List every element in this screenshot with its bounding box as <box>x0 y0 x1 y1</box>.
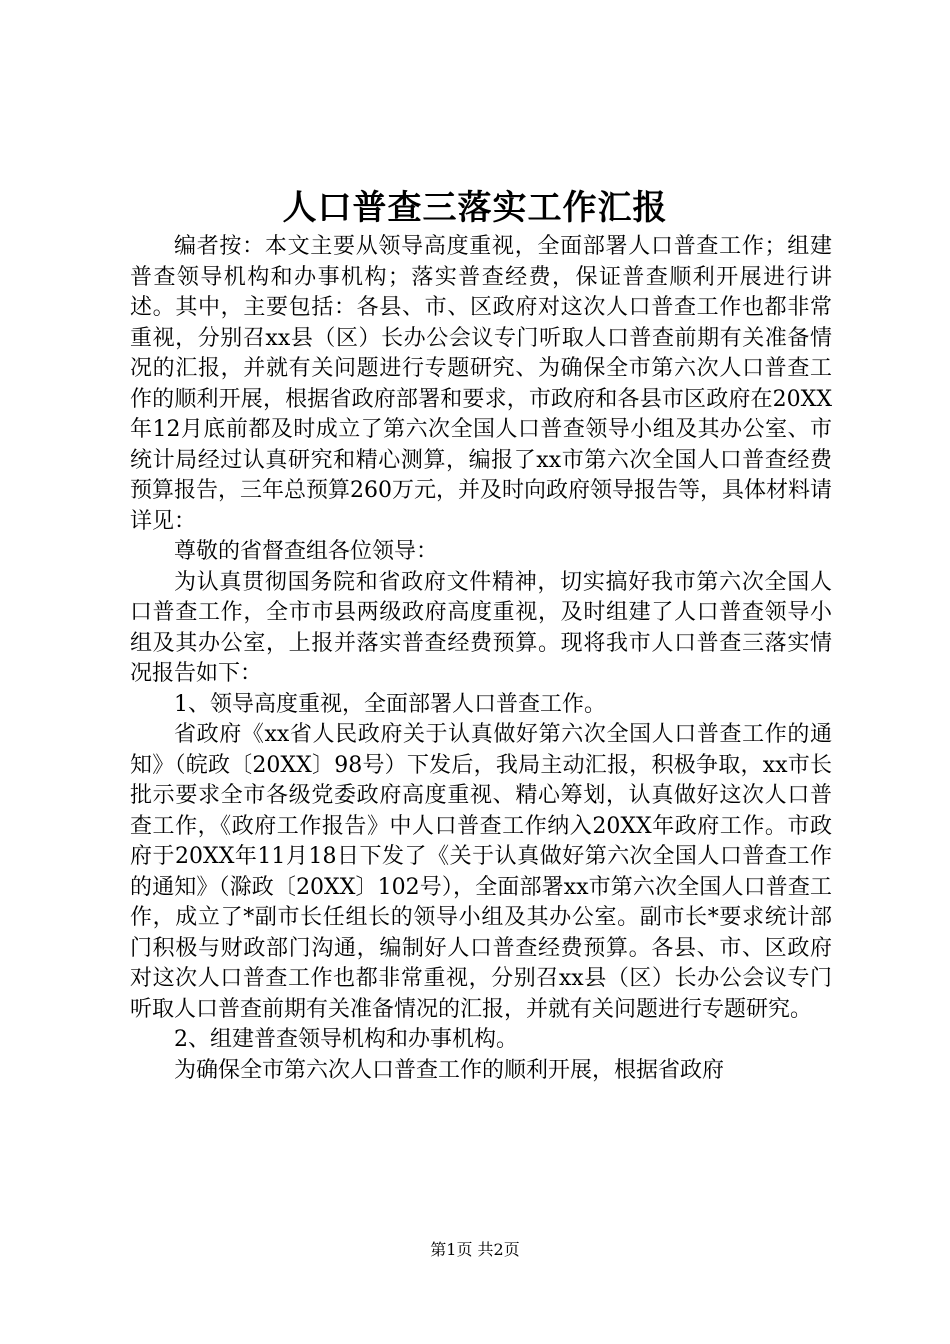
section-heading-2: 2、组建普查领导机构和办事机构。 <box>174 1027 518 1052</box>
salutation-paragraph: 尊敬的省督查组各位领导： <box>174 539 439 564</box>
intro-paragraph: 为认真贯彻国务院和省政府文件精神，切实搞好我市第六次全国人口普查工作，全市市县两级政府高度重视，及时组建了人口普查领导小组及其办公室，上报并落实普查经费预算。现将我市人口普查三落实情况报告如下： <box>130 569 832 686</box>
section-heading-1: 1、领导高度重视，全面部署人口普查工作。 <box>174 691 606 717</box>
section-2-paragraph: 为确保全市第六次人口普查工作的顺利开展，根据省政府 <box>174 1057 725 1083</box>
editor-note-paragraph: 编者按：本文主要从领导高度重视，全面部署人口普查工作；组建普查领导机构和办事机构；落实普查经费，保证普查顺利开展进行讲述。其中，主要包括：各县、市、区政府对这次人口普查工作也都非常重视，分别召xx县（区）长办公会议专门听取人口普查前期有关准备情况的汇报，并就有关问题进行专题研究、为确保全市第六次人口普查工作的顺利开展，根据省政府部署和要求，市政府和各县市区政府在20XX年12月底前都及时成立了第六次全国人口普查领导小组及其办公室、市统计局经过认真研究和精心测算，编报了xx市第六次全国人口普查经费预算报告，三年总预算260万元，并及时向政府领导报告等，具体材料请详见： <box>130 234 832 534</box>
document-title: 人口普查三落实工作汇报 <box>282 188 668 228</box>
document-body <box>130 232 832 1086</box>
section-1-paragraph: 省政府《xx省人民政府关于认真做好第六次全国人口普查工作的通知》（皖政〔20XX〕98号）下发后，我局主动汇报，积极争取，xx市长批示要求全市各级党委政府高度重视、精心筹划，认真做好这次人口普查工作，《政府工作报告》中人口普查工作纳入20XX年政府工作。市政府于20XX年11月18日下发了《关于认真做好第六次全国人口普查工作的通知》（滁政〔20XX〕102号），全面部署xx市第六次全国人口普查工作，成立了*副市长任组长的领导小组及其办公室。副市长*要求统计部门积极与财政部门沟通，编制好人口普查经费预算。各县、市、区政府对这次人口普查工作也都非常重视，分别召xx县（区）长办公会议专门听取人口普查前期有关准备情况的汇报，并就有关问题进行专题研究。 <box>130 722 832 1022</box>
page-footer: 第1页 共2页 <box>430 1240 520 1259</box>
